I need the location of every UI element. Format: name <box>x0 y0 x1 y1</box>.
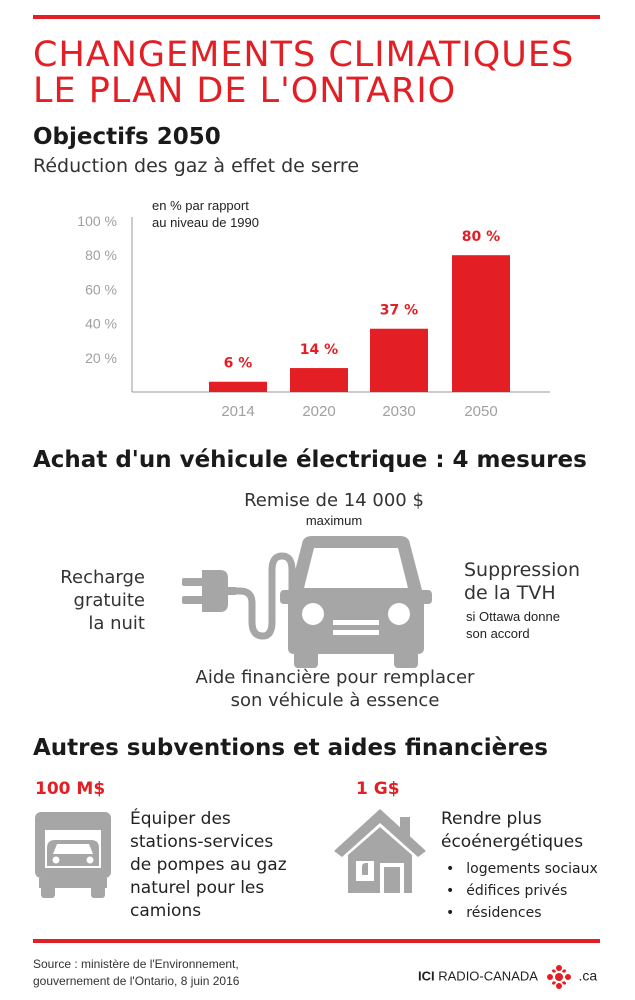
top-rule <box>33 15 600 19</box>
gem-icon <box>543 964 575 990</box>
y-tick-label: 40 % <box>85 315 117 332</box>
radio-canada-logo <box>418 964 597 990</box>
ev-hst-note <box>466 608 560 642</box>
subsidy-right-line1: Rendre plus <box>441 809 542 829</box>
ev-charge-line1: Recharge <box>60 567 145 588</box>
logo-ici: ICI <box>418 968 435 984</box>
subsidy-left-line1: Équiper des <box>130 809 231 829</box>
objectives-subheading: Réduction des gaz à effet de serre <box>33 155 360 177</box>
bar-2050 <box>452 255 510 392</box>
list-item: • résidences <box>446 902 598 924</box>
plug-icon <box>182 570 236 612</box>
ev-free-charging <box>30 566 145 635</box>
ev-tax-note-line1: si Ottawa donne <box>466 609 560 624</box>
subsidy-text-left <box>130 808 287 923</box>
subsidies-heading: Autres subventions et aides financières <box>33 735 548 761</box>
truck-icon <box>33 808 113 900</box>
ev-tax-line2: de la TVH <box>464 582 556 604</box>
car-icon <box>170 530 460 675</box>
chart-note <box>152 197 259 231</box>
source-line1: Source : ministère de l'Environnement, <box>33 957 239 971</box>
bar-value-label: 37 % <box>379 302 419 319</box>
objectives-heading: Objectifs 2050 <box>33 124 221 150</box>
list-item: • logements sociaux <box>446 858 598 880</box>
ghg-bar-chart <box>0 185 635 430</box>
source-note <box>33 956 239 990</box>
ev-hst-removal <box>464 559 580 605</box>
chart-note-line2: au niveau de 1990 <box>152 215 259 230</box>
y-tick-label: 20 % <box>85 349 117 366</box>
page-title-line2: LE PLAN DE L'ONTARIO <box>33 71 457 111</box>
ev-replacement-aid <box>0 666 635 712</box>
y-tick-label: 60 % <box>85 281 117 298</box>
bottom-rule <box>33 939 600 943</box>
ev-tax-note-line2: son accord <box>466 626 530 641</box>
bar-value-label: 6 % <box>223 355 253 372</box>
subsidy-amount-left: 100 M$ <box>35 779 106 799</box>
ev-tax-line1: Suppression <box>464 559 581 581</box>
subsidy-text-right <box>441 808 583 854</box>
chart-note-line1: en % par rapport <box>152 198 249 213</box>
ev-aid-line1: Aide financière pour remplacer <box>195 667 475 688</box>
subsidy-left-line4: naturel pour les <box>130 878 265 898</box>
subsidy-bullet-list <box>446 858 598 924</box>
subsidy-left-line3: de pompes au gaz <box>130 855 287 875</box>
source-line2: gouvernement de l'Ontario, 8 juin 2016 <box>33 974 240 988</box>
y-tick-label: 80 % <box>85 247 117 264</box>
bar-2020 <box>290 368 348 392</box>
list-item: • édifices privés <box>446 880 598 902</box>
subsidy-amount-right: 1 G$ <box>356 779 400 799</box>
x-tick-label: 2030 <box>382 403 416 420</box>
y-tick-label: 100 % <box>77 213 117 229</box>
subsidy-left-line5: camions <box>130 901 202 921</box>
subsidy-right-line2: écoénergétiques <box>441 832 584 852</box>
x-tick-label: 2050 <box>464 403 498 420</box>
subsidy-left-line2: stations-services <box>130 832 274 852</box>
x-tick-label: 2014 <box>221 403 255 420</box>
bar-value-label: 80 % <box>461 229 501 246</box>
ev-rebate: Remise de 14 000 $ <box>244 490 424 511</box>
logo-radio-canada: RADIO-CANADA <box>438 968 538 984</box>
house-icon <box>330 805 430 897</box>
page-title-line1: CHANGEMENTS CLIMATIQUES <box>33 35 575 75</box>
ev-charge-line3: la nuit <box>88 613 145 634</box>
logo-ca: .ca <box>578 967 598 984</box>
x-tick-label: 2020 <box>302 403 336 420</box>
ev-rebate-note: maximum <box>305 513 363 528</box>
bar-value-label: 14 % <box>299 342 339 359</box>
bar-2014 <box>209 382 267 392</box>
ev-charge-line2: gratuite <box>73 590 145 611</box>
ev-heading: Achat d'un véhicule électrique : 4 mesures <box>33 447 587 473</box>
ev-aid-line2: son véhicule à essence <box>230 690 440 711</box>
bar-2030 <box>370 329 428 392</box>
